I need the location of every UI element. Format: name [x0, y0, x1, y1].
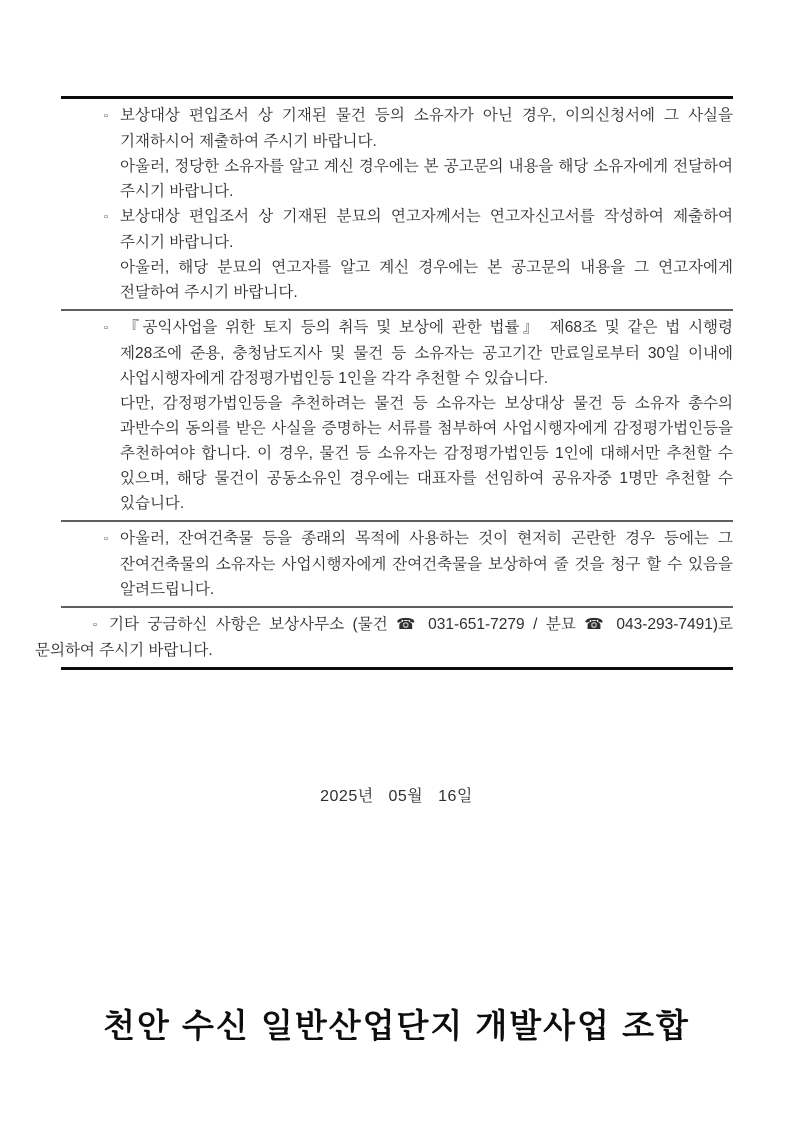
notice-group-ownership	[61, 99, 733, 309]
notice-paragraph: 아울러, 해당 분묘의 연고자를 알고 계신 경우에는 본 공고문의 내용을 그 연고자에게 전달하여 주시기 바랍니다.	[120, 259, 733, 301]
paragraph-text: 보상대상 편입조서 상 기재된 분묘의 연고자께서는 연고자신고서를 작성하여 제출하여 주시기 바랍니다.	[120, 208, 733, 251]
bottom-border-rule	[61, 667, 733, 670]
notice-body	[35, 96, 733, 670]
notice-paragraph: 아울러, 정당한 소유자를 알고 계신 경우에는 본 공고문의 내용을 해당 소유자에게 전달하여 주시기 바랍니다.	[120, 158, 733, 200]
square-bullet-icon: ▫	[104, 211, 108, 223]
notice-paragraph	[104, 526, 733, 602]
paragraph-text: 『공익사업을 위한 토지 등의 취득 및 보상에 관한 법률』 제68조 및 같은 법 시행령 제28조에 준용, 충청남도지사 및 물건 등 소유자는 공고기간 만료일로부터 30일 이내에 사업시행자에게 감정평가법인등 1인을 각각 추천할 수 있습니다.	[120, 319, 733, 387]
notice-group-remaining-buildings	[61, 522, 733, 606]
notice-item-appraiser	[61, 315, 733, 516]
notice-item-owner-objection	[61, 103, 733, 204]
notice-paragraph	[104, 315, 733, 391]
issuing-organization-signature: 천안 수신 일반산업단지 개발사업 조합	[103, 1007, 690, 1044]
square-bullet-icon: ▫	[104, 322, 108, 334]
notice-item-grave-claimant	[61, 204, 733, 305]
notice-paragraph	[104, 204, 733, 255]
notice-date: 2025년 05월 16일	[320, 788, 473, 805]
notice-item-contact	[35, 612, 733, 663]
paragraph-text: 아울러, 잔여건축물 등을 종래의 목적에 사용하는 것이 현저히 곤란한 경우 등에는 그 잔여건축물의 소유자는 사업시행자에게 잔여건축물을 보상하여 줄 것을 청구 할 수 있음을 알려드립니다.	[120, 530, 733, 598]
notice-paragraph	[104, 103, 733, 154]
notice-group-contact	[35, 608, 733, 667]
paragraph-text: 보상대상 편입조서 상 기재된 물건 등의 소유자가 아닌 경우, 이의신청서에 그 사실을 기재하시어 제출하여 주시기 바랍니다.	[120, 107, 733, 150]
paragraph-text: 기타 궁금하신 사항은 보상사무소 (물건 ☎ 031-651-7279 / 분묘 ☎ 043-293-7491)로 문의하여 주시기 바랍니다.	[35, 616, 733, 659]
square-bullet-icon: ▫	[104, 110, 108, 122]
notice-item-remaining-buildings	[61, 526, 733, 602]
notice-group-appraiser-recommendation	[61, 311, 733, 520]
notice-paragraph: 다만, 감정평가법인등을 추천하려는 물건 등 소유자는 보상대상 물건 등 소유자 총수의 과반수의 동의를 받은 사실을 증명하는 서류를 첨부하여 사업시행자에게 감정평가법인등을 추천하여야 합니다. 이 경우, 물건 등 소유자는 감정평가법인등 1인에 대해서만 추천할 수 있으며, 해당 물건이 공동소유인 경우에는 대표자를 선임하여 공유자중 1명만 추천할 수 있습니다.	[120, 395, 733, 512]
square-bullet-icon: ▫	[104, 533, 108, 545]
square-bullet-icon: ▫	[93, 619, 97, 631]
notice-paragraph	[35, 612, 733, 663]
